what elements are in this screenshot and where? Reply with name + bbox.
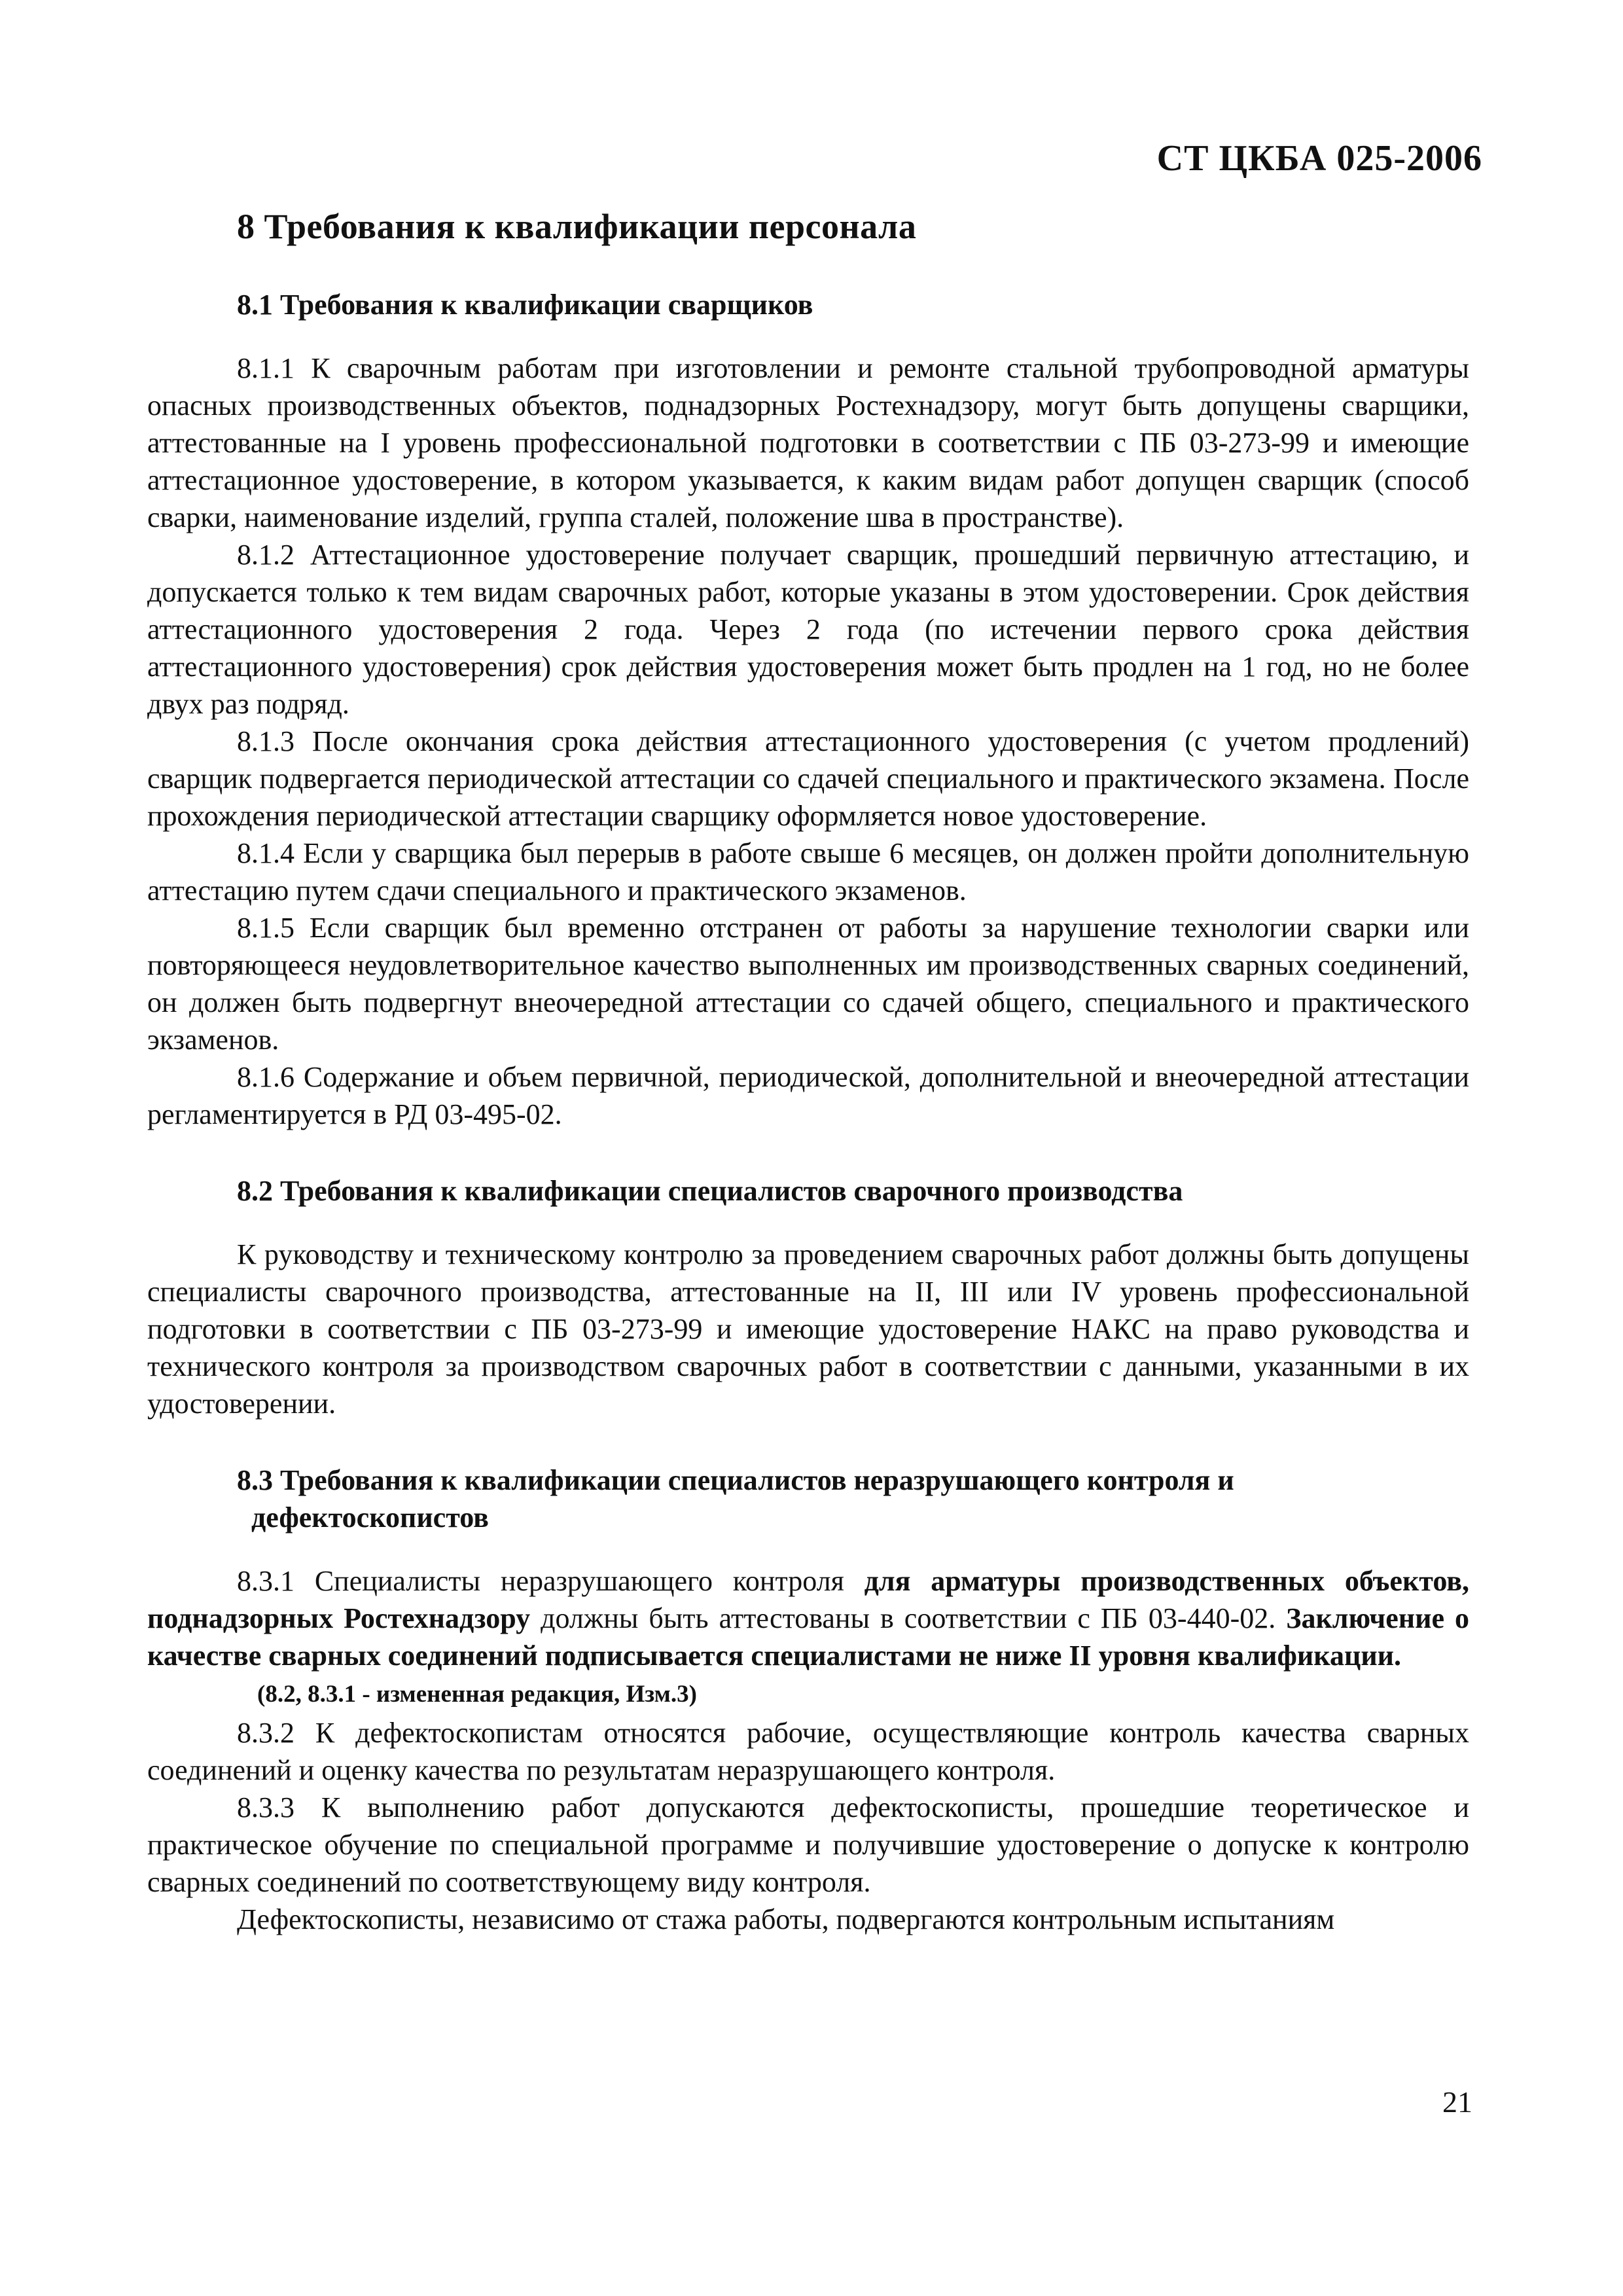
- revision-note: (8.2, 8.3.1 - измененная редакция, Изм.3): [257, 1681, 697, 1708]
- section-title-8-3-line1: 8.3 Требования к квалификации специалистов неразрушающего контроля и: [237, 1464, 1234, 1496]
- paragraph-8-3-1-start: 8.3.1 Специалисты неразрушающего контроля: [237, 1565, 865, 1597]
- paragraph-8-3-3: 8.3.3 К выполнению работ допускаются дефектоскописты, прошедшие теоретическое и практическое обучение по специальной программе и получившие удостоверение о допуске к контролю сварных соединений по соответствующему виду контроля.: [147, 1791, 1469, 1898]
- paragraph-8-1-4: 8.1.4 Если у сварщика был перерыв в работе свыше 6 месяцев, он должен пройти дополнительную аттестацию путем сдачи специального и практического экзаменов.: [147, 837, 1469, 906]
- paragraph-8-1-5: 8.1.5 Если сварщик был временно отстранен от работы за нарушение технологии сварки или повторяющееся неудовлетворительное качество выполненных им производственных сварных соединений, он должен быть подвергнут внеочередной аттестации со сдачей общего, специального и практического экзаменов.: [147, 912, 1469, 1056]
- section-title-8-1: 8.1 Требования к квалификации сварщиков: [237, 289, 813, 321]
- document-body: [147, 208, 1469, 1938]
- paragraph-8-3-1-bold-1: для арматуры производственных объектов, поднадзорных Ростехнадзору: [147, 1565, 1469, 1634]
- document-code: СТ ЦКБА 025-2006: [1156, 138, 1482, 179]
- paragraph-8-3-1: [147, 1562, 1469, 1674]
- page-number: 21: [1442, 2085, 1472, 2119]
- section-title-8-3: [237, 1462, 1469, 1536]
- paragraph-8-3-1-mid: должны быть аттестованы в соответствии с ПБ 03-440-02.: [530, 1602, 1287, 1634]
- paragraph-8-1-3: 8.1.3 После окончания срока действия аттестационного удостоверения (с учетом продлений) сварщик подвергается периодической аттестации со сдачей специального и практического экзамена. После прохождения периодической аттестации сварщику оформляется новое удостоверение.: [147, 725, 1469, 832]
- paragraph-8-3-last: Дефектоскописты, независимо от стажа работы, подвергаются контрольным испытаниям: [237, 1903, 1335, 1935]
- section-title-8-2: 8.2 Требования к квалификации специалистов сварочного производства: [237, 1175, 1183, 1207]
- paragraph-8-3-1-bold-2: Заключение о качестве сварных соединений подписывается специалистами не ниже II уровня квалификации.: [147, 1602, 1469, 1672]
- paragraph-8-1-1: 8.1.1 К сварочным работам при изготовлении и ремонте стальной трубопроводной арматуры опасных производственных объектов, поднадзорных Ростехнадзору, могут быть допущены сварщики, аттестованные на I уровень профессиональной подготовки в соответствии с ПБ 03-273-99 и имеющие аттестационное удостоверение, в котором указывается, к каким видам работ допущен сварщик (способ сварки, наименование изделий, группа сталей, положение шва в пространстве).: [147, 352, 1469, 533]
- paragraph-8-3-2: 8.3.2 К дефектоскопистам относятся рабочие, осуществляющие контроль качества сварных соединений и оценку качества по результатам неразрушающего контроля.: [147, 1717, 1469, 1786]
- paragraph-8-2: К руководству и техническому контролю за проведением сварочных работ должны быть допущены специалисты сварочного производства, аттестованные на II, III или IV уровень профессиональной подготовки в соответствии с ПБ 03-273-99 и имеющие удостоверение НАКС на право руководства и технического контроля за производством сварочных работ в соответствии с данными, указанными в их удостоверении.: [147, 1238, 1469, 1420]
- paragraph-8-1-2: 8.1.2 Аттестационное удостоверение получает сварщик, прошедший первичную аттестацию, и допускается только к тем видам сварочных работ, которые указаны в этом удостоверении. Срок действия аттестационного удостоверения 2 года. Через 2 года (по истечении первого срока действия аттестационного удостоверения) срок действия удостоверения может быть продлен на 1 год, но не более двух раз подряд.: [147, 539, 1469, 720]
- section-title-8-3-line2: дефектоскопистов: [251, 1501, 489, 1534]
- paragraph-8-1-6: 8.1.6 Содержание и объем первичной, периодической, дополнительной и внеочередной аттестации регламентируется в РД 03-495-02.: [147, 1061, 1469, 1130]
- chapter-title: 8 Требования к квалификации персонала: [237, 207, 917, 246]
